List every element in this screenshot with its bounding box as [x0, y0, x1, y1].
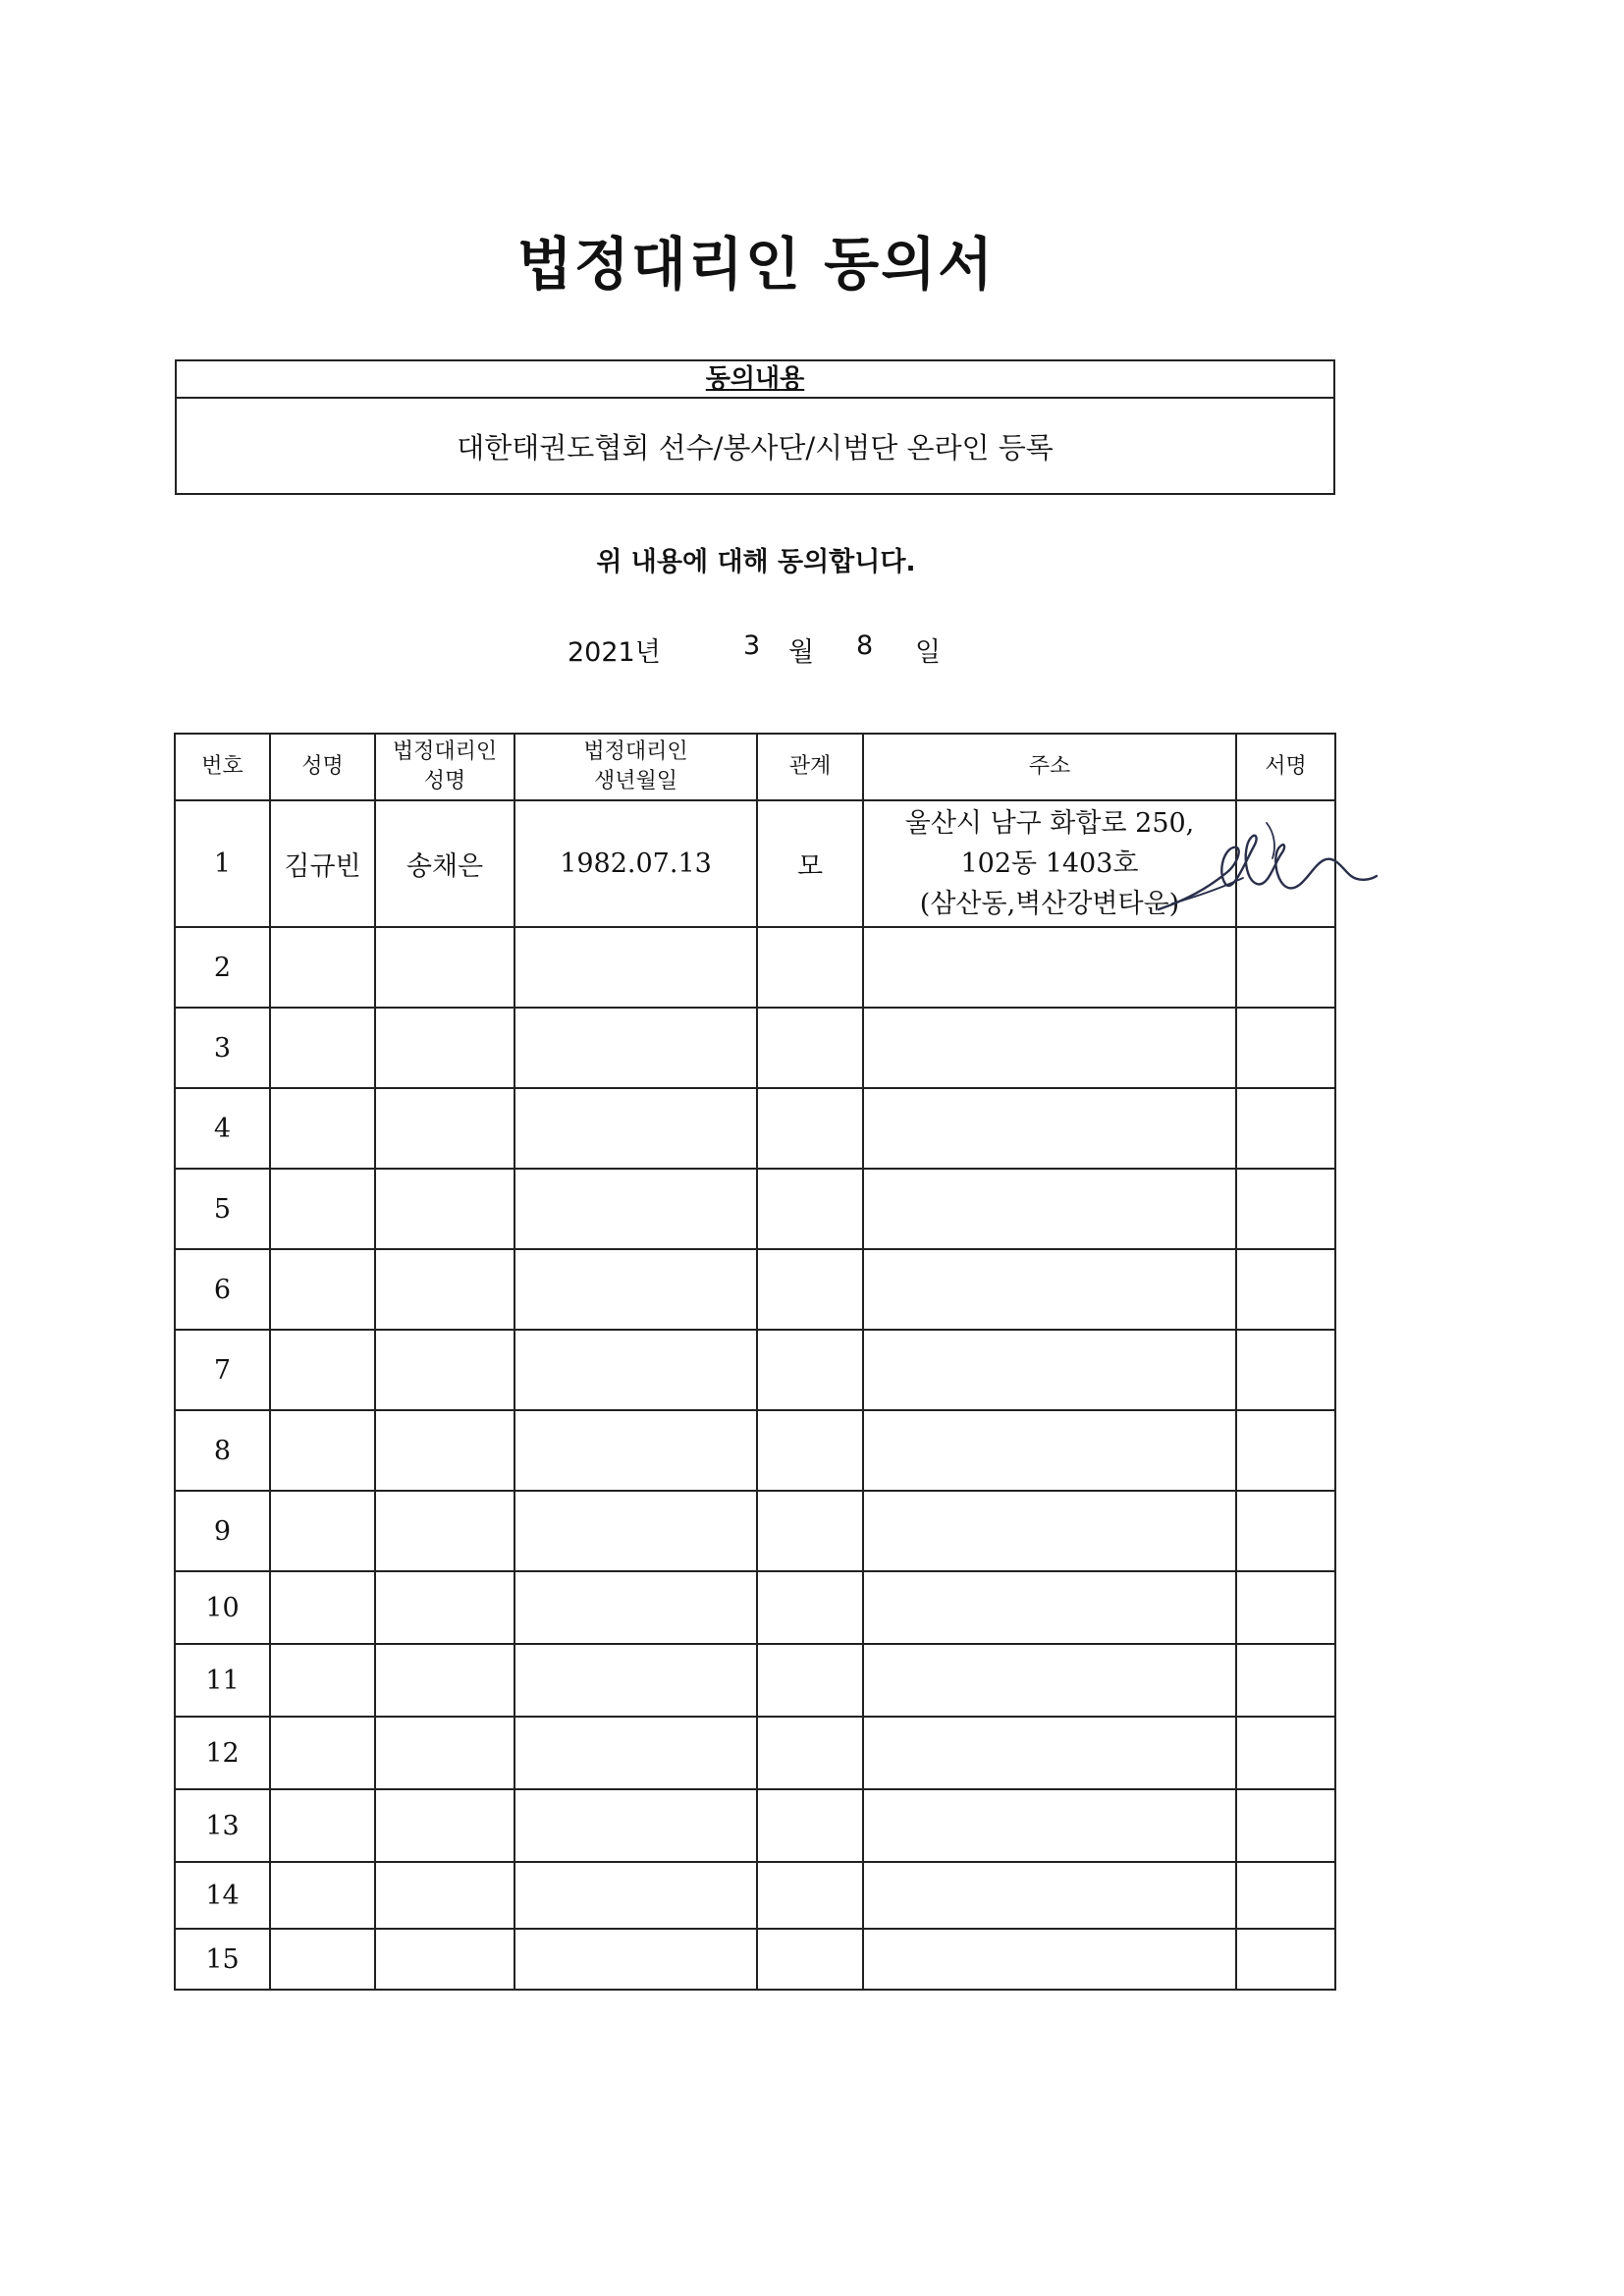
cell-no: 5 — [175, 1169, 270, 1249]
table-row — [175, 1571, 1335, 1644]
cell-relation — [757, 1008, 863, 1088]
consent-header — [177, 361, 1333, 399]
cell-address — [863, 1008, 1236, 1088]
cell-guardian — [375, 1644, 514, 1717]
cell-address — [863, 1169, 1236, 1249]
table-row — [175, 1929, 1335, 1990]
cell-guardian — [375, 1169, 514, 1249]
address-line1: 울산시 남구 화합로 250, — [904, 808, 1195, 839]
cell-name — [270, 1008, 375, 1088]
cell-relation — [757, 1491, 863, 1571]
cell-signature — [1236, 1862, 1335, 1929]
cell-signature — [1236, 1008, 1335, 1088]
cell-name — [270, 1929, 375, 1990]
cell-name — [270, 1088, 375, 1169]
consent-header-label: 동의내용 — [705, 364, 805, 394]
cell-no: 15 — [175, 1929, 270, 1990]
header-guardian-name — [375, 734, 514, 800]
cell-relation: 모 — [757, 800, 863, 927]
cell-relation — [757, 1929, 863, 1990]
cell-signature — [1236, 1491, 1335, 1571]
cell-address — [863, 1088, 1236, 1169]
cell-signature — [1236, 1789, 1335, 1862]
cell-birth — [514, 1410, 757, 1491]
cell-relation — [757, 1644, 863, 1717]
cell-signature — [1236, 1644, 1335, 1717]
cell-birth — [514, 1789, 757, 1862]
cell-birth — [514, 927, 757, 1008]
header-guardian-name-line2: 성명 — [423, 769, 466, 793]
cell-signature — [1236, 1169, 1335, 1249]
header-guardian-birth-line2: 생년월일 — [593, 769, 677, 793]
cell-relation — [757, 1330, 863, 1410]
cell-no: 4 — [175, 1088, 270, 1169]
cell-relation — [757, 1410, 863, 1491]
cell-signature — [1236, 1410, 1335, 1491]
cell-guardian — [375, 1789, 514, 1862]
cell-relation — [757, 1249, 863, 1330]
cell-address — [863, 1789, 1236, 1862]
cell-guardian — [375, 1862, 514, 1929]
cell-no: 8 — [175, 1410, 270, 1491]
cell-no: 12 — [175, 1717, 270, 1789]
header-relation: 관계 — [757, 734, 863, 800]
cell-name: 김규빈 — [270, 800, 375, 927]
cell-no: 1 — [175, 800, 270, 927]
table-row — [175, 1330, 1335, 1410]
header-signature: 서명 — [1236, 734, 1335, 800]
cell-name — [270, 1330, 375, 1410]
cell-address — [863, 1717, 1236, 1789]
cell-address — [863, 1862, 1236, 1929]
cell-signature — [1236, 1330, 1335, 1410]
cell-name — [270, 1410, 375, 1491]
cell-no: 6 — [175, 1249, 270, 1330]
header-guardian-birth — [514, 734, 757, 800]
cell-birth — [514, 1249, 757, 1330]
cell-signature — [1236, 1929, 1335, 1990]
cell-name — [270, 1169, 375, 1249]
cell-address — [863, 1571, 1236, 1644]
date-month-label: 월 — [788, 637, 815, 668]
cell-guardian — [375, 1249, 514, 1330]
cell-birth — [514, 1330, 757, 1410]
cell-address — [863, 1330, 1236, 1410]
header-guardian-birth-line1: 법정대리인 — [583, 739, 688, 764]
table-row — [175, 1491, 1335, 1571]
cell-guardian — [375, 1571, 514, 1644]
cell-signature — [1236, 1717, 1335, 1789]
table-row — [175, 1169, 1335, 1249]
cell-address — [863, 1410, 1236, 1491]
consent-box — [175, 359, 1335, 495]
cell-name — [270, 1644, 375, 1717]
cell-address — [863, 1929, 1236, 1990]
table-row — [175, 1644, 1335, 1717]
cell-name — [270, 927, 375, 1008]
consent-content: 대한태권도협회 선수/봉사단/시범단 온라인 등록 — [457, 431, 1054, 465]
cell-relation — [757, 1169, 863, 1249]
cell-guardian — [375, 1717, 514, 1789]
agreement-text: 위 내용에 대해 동의합니다. — [596, 547, 916, 577]
address-line3: (삼산동,벽산강변타운) — [919, 889, 1180, 919]
cell-guardian — [375, 927, 514, 1008]
cell-no: 9 — [175, 1491, 270, 1571]
date-year: 2021년 — [568, 637, 661, 668]
cell-birth — [514, 1008, 757, 1088]
cell-no: 11 — [175, 1644, 270, 1717]
table-row — [175, 1410, 1335, 1491]
cell-name — [270, 1491, 375, 1571]
cell-birth — [514, 1169, 757, 1249]
cell-relation — [757, 1088, 863, 1169]
cell-no: 3 — [175, 1008, 270, 1088]
cell-birth — [514, 1571, 757, 1644]
cell-address — [863, 1491, 1236, 1571]
cell-guardian — [375, 1008, 514, 1088]
table-row — [175, 1717, 1335, 1789]
cell-signature — [1236, 1571, 1335, 1644]
cell-guardian: 송채은 — [375, 800, 514, 927]
cell-name — [270, 1862, 375, 1929]
cell-birth: 1982.07.13 — [514, 800, 757, 927]
table-header-row — [175, 734, 1335, 800]
cell-guardian — [375, 1088, 514, 1169]
table-row — [175, 1862, 1335, 1929]
table-row — [175, 1249, 1335, 1330]
table-row — [175, 1789, 1335, 1862]
cell-relation — [757, 1571, 863, 1644]
cell-signature — [1236, 1088, 1335, 1169]
header-name: 성명 — [270, 734, 375, 800]
cell-guardian — [375, 1410, 514, 1491]
cell-name — [270, 1717, 375, 1789]
date-month: 3 — [743, 630, 761, 661]
cell-relation — [757, 1862, 863, 1929]
table-row — [175, 1008, 1335, 1088]
cell-relation — [757, 1789, 863, 1862]
cell-signature — [1236, 1249, 1335, 1330]
cell-guardian — [375, 1929, 514, 1990]
cell-birth — [514, 1644, 757, 1717]
page-title: 법정대리인 동의서 — [516, 231, 996, 298]
date-day-label: 일 — [915, 637, 942, 668]
cell-name — [270, 1789, 375, 1862]
cell-relation — [757, 1717, 863, 1789]
cell-name — [270, 1571, 375, 1644]
cell-relation — [757, 927, 863, 1008]
cell-no: 14 — [175, 1862, 270, 1929]
handwritten-signature-icon — [1149, 793, 1384, 941]
cell-no: 13 — [175, 1789, 270, 1862]
cell-address — [863, 1644, 1236, 1717]
cell-guardian — [375, 1491, 514, 1571]
cell-birth — [514, 1862, 757, 1929]
header-address: 주소 — [863, 734, 1236, 800]
cell-name — [270, 1249, 375, 1330]
date-day: 8 — [856, 630, 874, 661]
header-guardian-name-line1: 법정대리인 — [392, 739, 498, 764]
address-line2: 102동 1403호 — [960, 848, 1139, 879]
cell-birth — [514, 1929, 757, 1990]
cell-guardian — [375, 1330, 514, 1410]
cell-birth — [514, 1717, 757, 1789]
cell-birth — [514, 1491, 757, 1571]
cell-address — [863, 1249, 1236, 1330]
header-no: 번호 — [175, 734, 270, 800]
table-row — [175, 1088, 1335, 1169]
cell-no: 2 — [175, 927, 270, 1008]
cell-no: 10 — [175, 1571, 270, 1644]
cell-no: 7 — [175, 1330, 270, 1410]
cell-birth — [514, 1088, 757, 1169]
